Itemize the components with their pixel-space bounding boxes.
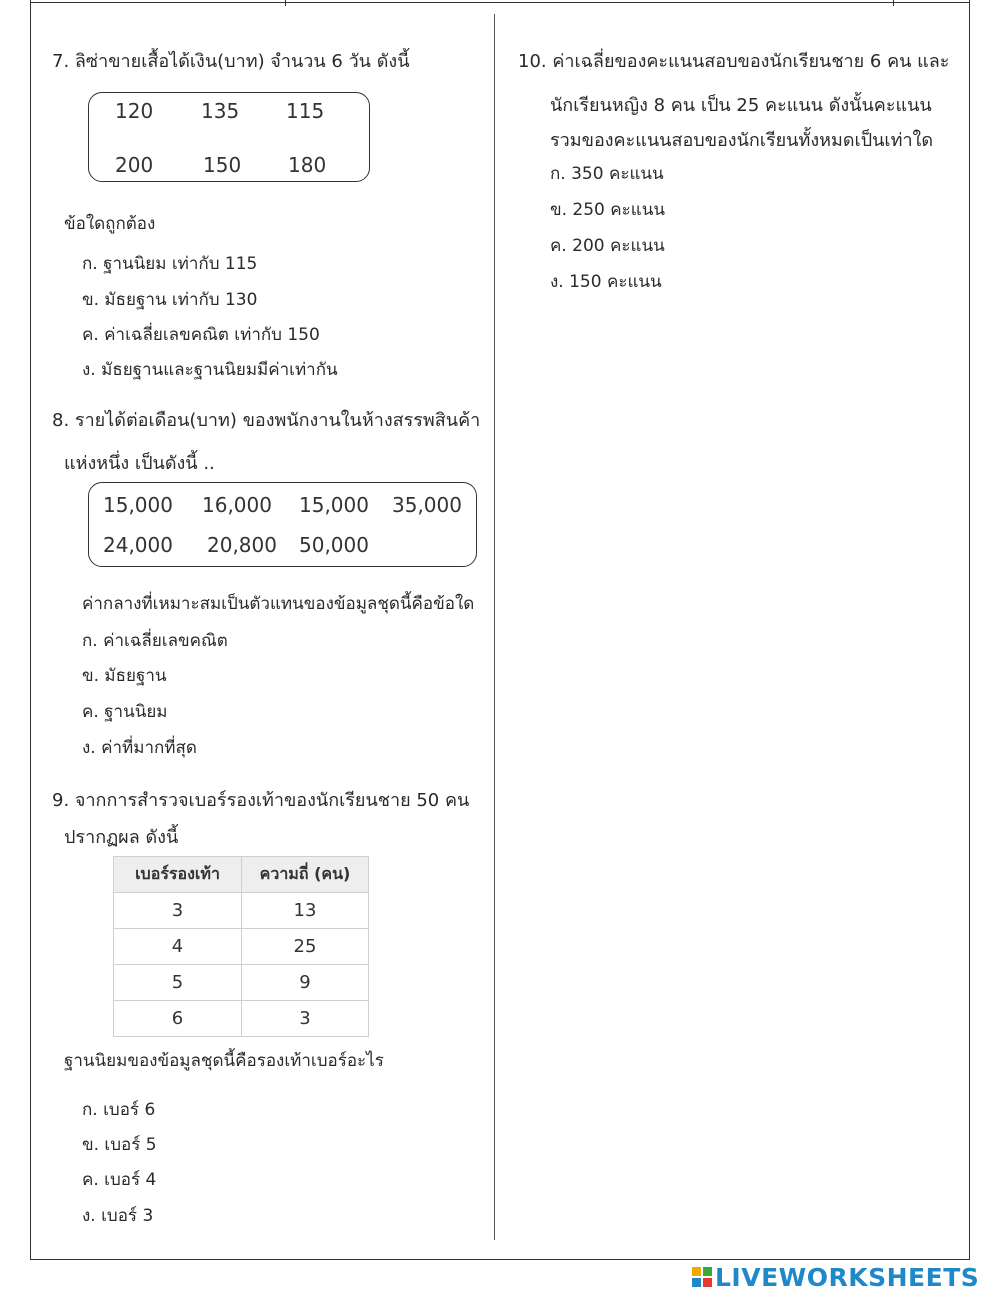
q9-prompt: ฐานนิยมของข้อมูลชุดนี้คือรองเท้าเบอร์อะไร xyxy=(64,1051,384,1071)
q8-option-d[interactable]: ง. ค่าที่มากที่สุด xyxy=(82,738,197,758)
q9-option-b[interactable]: ข. เบอร์ 5 xyxy=(82,1135,157,1155)
q7-value: 135 xyxy=(201,99,240,123)
q7-value: 200 xyxy=(115,153,154,177)
q7-prompt: ข้อใดถูกต้อง xyxy=(64,214,156,234)
q8-value: 16,000 xyxy=(202,493,272,517)
table-cell: 3 xyxy=(242,1001,369,1037)
table-cell: 3 xyxy=(114,893,242,929)
logo-mark-icon xyxy=(692,1267,712,1287)
q7-data-box xyxy=(88,92,370,182)
q7-value: 120 xyxy=(115,99,154,123)
column-divider xyxy=(494,14,495,1240)
logo-square xyxy=(703,1267,712,1276)
header-divider-tick xyxy=(285,0,286,6)
table-cell: 5 xyxy=(114,965,242,1001)
header-divider-tick xyxy=(893,0,894,6)
table-cell: 13 xyxy=(242,893,369,929)
logo-square xyxy=(703,1278,712,1287)
q7-option-d[interactable]: ง. มัธยฐานและฐานนิยมมีค่าเท่ากัน xyxy=(82,360,338,380)
logo-text: LIVEWORKSHEETS xyxy=(715,1262,980,1292)
q9-option-c[interactable]: ค. เบอร์ 4 xyxy=(82,1170,157,1190)
q10-option-d[interactable]: ง. 150 คะแนน xyxy=(550,272,662,292)
table-row xyxy=(114,965,369,1001)
table-row xyxy=(114,929,369,965)
q8-value: 15,000 xyxy=(299,493,369,517)
table-header: เบอร์รองเท้า xyxy=(114,857,242,893)
q9-question-line2: ปรากฏผล ดังนี้ xyxy=(64,827,179,848)
q8-value: 50,000 xyxy=(299,533,369,557)
logo-square xyxy=(692,1267,701,1276)
q8-value: 24,000 xyxy=(103,533,173,557)
q8-option-a[interactable]: ก. ค่าเฉลี่ยเลขคณิต xyxy=(82,631,228,651)
q10-question-line3: รวมของคะแนนสอบของนักเรียนทั้งหมดเป็นเท่าใด xyxy=(550,130,934,151)
table-header-row xyxy=(114,857,369,893)
q7-option-a[interactable]: ก. ฐานนิยม เท่ากับ 115 xyxy=(82,254,258,274)
q7-question: 7. ลิซ่าขายเสื้อได้เงิน(บาท) จำนวน 6 วัน ดังนี้ xyxy=(52,51,410,72)
q8-value: 35,000 xyxy=(392,493,462,517)
table-header: ความถี่ (คน) xyxy=(242,857,369,893)
table-cell: 9 xyxy=(242,965,369,1001)
table-cell: 6 xyxy=(114,1001,242,1037)
q9-question-line1: 9. จากการสำรวจเบอร์รองเท้าของนักเรียนชาย 50 คน xyxy=(52,790,470,811)
q8-value: 20,800 xyxy=(207,533,277,557)
table-cell: 25 xyxy=(242,929,369,965)
q10-question-line1: 10. ค่าเฉลี่ยของคะแนนสอบของนักเรียนชาย 6 คน และ xyxy=(518,51,950,72)
q8-value: 15,000 xyxy=(103,493,173,517)
q10-option-c[interactable]: ค. 200 คะแนน xyxy=(550,236,665,256)
q8-option-c[interactable]: ค. ฐานนิยม xyxy=(82,702,168,722)
table-row xyxy=(114,893,369,929)
q7-option-b[interactable]: ข. มัธยฐาน เท่ากับ 130 xyxy=(82,290,258,310)
logo-square xyxy=(692,1278,701,1287)
q8-question-line1: 8. รายได้ต่อเดือน(บาท) ของพนักงานในห้างสรรพสินค้า xyxy=(52,410,481,431)
table-row xyxy=(114,1001,369,1037)
q9-frequency-table xyxy=(113,856,369,1037)
q9-option-a[interactable]: ก. เบอร์ 6 xyxy=(82,1100,156,1120)
page-top-border xyxy=(30,2,970,3)
table-cell: 4 xyxy=(114,929,242,965)
q10-question-line2: นักเรียนหญิง 8 คน เป็น 25 คะแนน ดังนั้นคะแนน xyxy=(550,95,932,116)
q7-value: 115 xyxy=(286,99,325,123)
q8-prompt: ค่ากลางที่เหมาะสมเป็นตัวแทนของข้อมูลชุดนี้คือข้อใด xyxy=(82,594,475,614)
q10-option-b[interactable]: ข. 250 คะแนน xyxy=(550,200,665,220)
liveworksheets-logo[interactable] xyxy=(692,1262,979,1292)
q7-value: 180 xyxy=(288,153,327,177)
q7-value: 150 xyxy=(203,153,242,177)
q8-question-line2: แห่งหนึ่ง เป็นดังนี้ .. xyxy=(64,453,215,474)
q8-option-b[interactable]: ข. มัธยฐาน xyxy=(82,666,167,686)
q7-option-c[interactable]: ค. ค่าเฉลี่ยเลขคณิต เท่ากับ 150 xyxy=(82,325,320,345)
q10-option-a[interactable]: ก. 350 คะแนน xyxy=(550,164,664,184)
q8-data-box xyxy=(88,482,477,567)
q9-option-d[interactable]: ง. เบอร์ 3 xyxy=(82,1206,154,1226)
